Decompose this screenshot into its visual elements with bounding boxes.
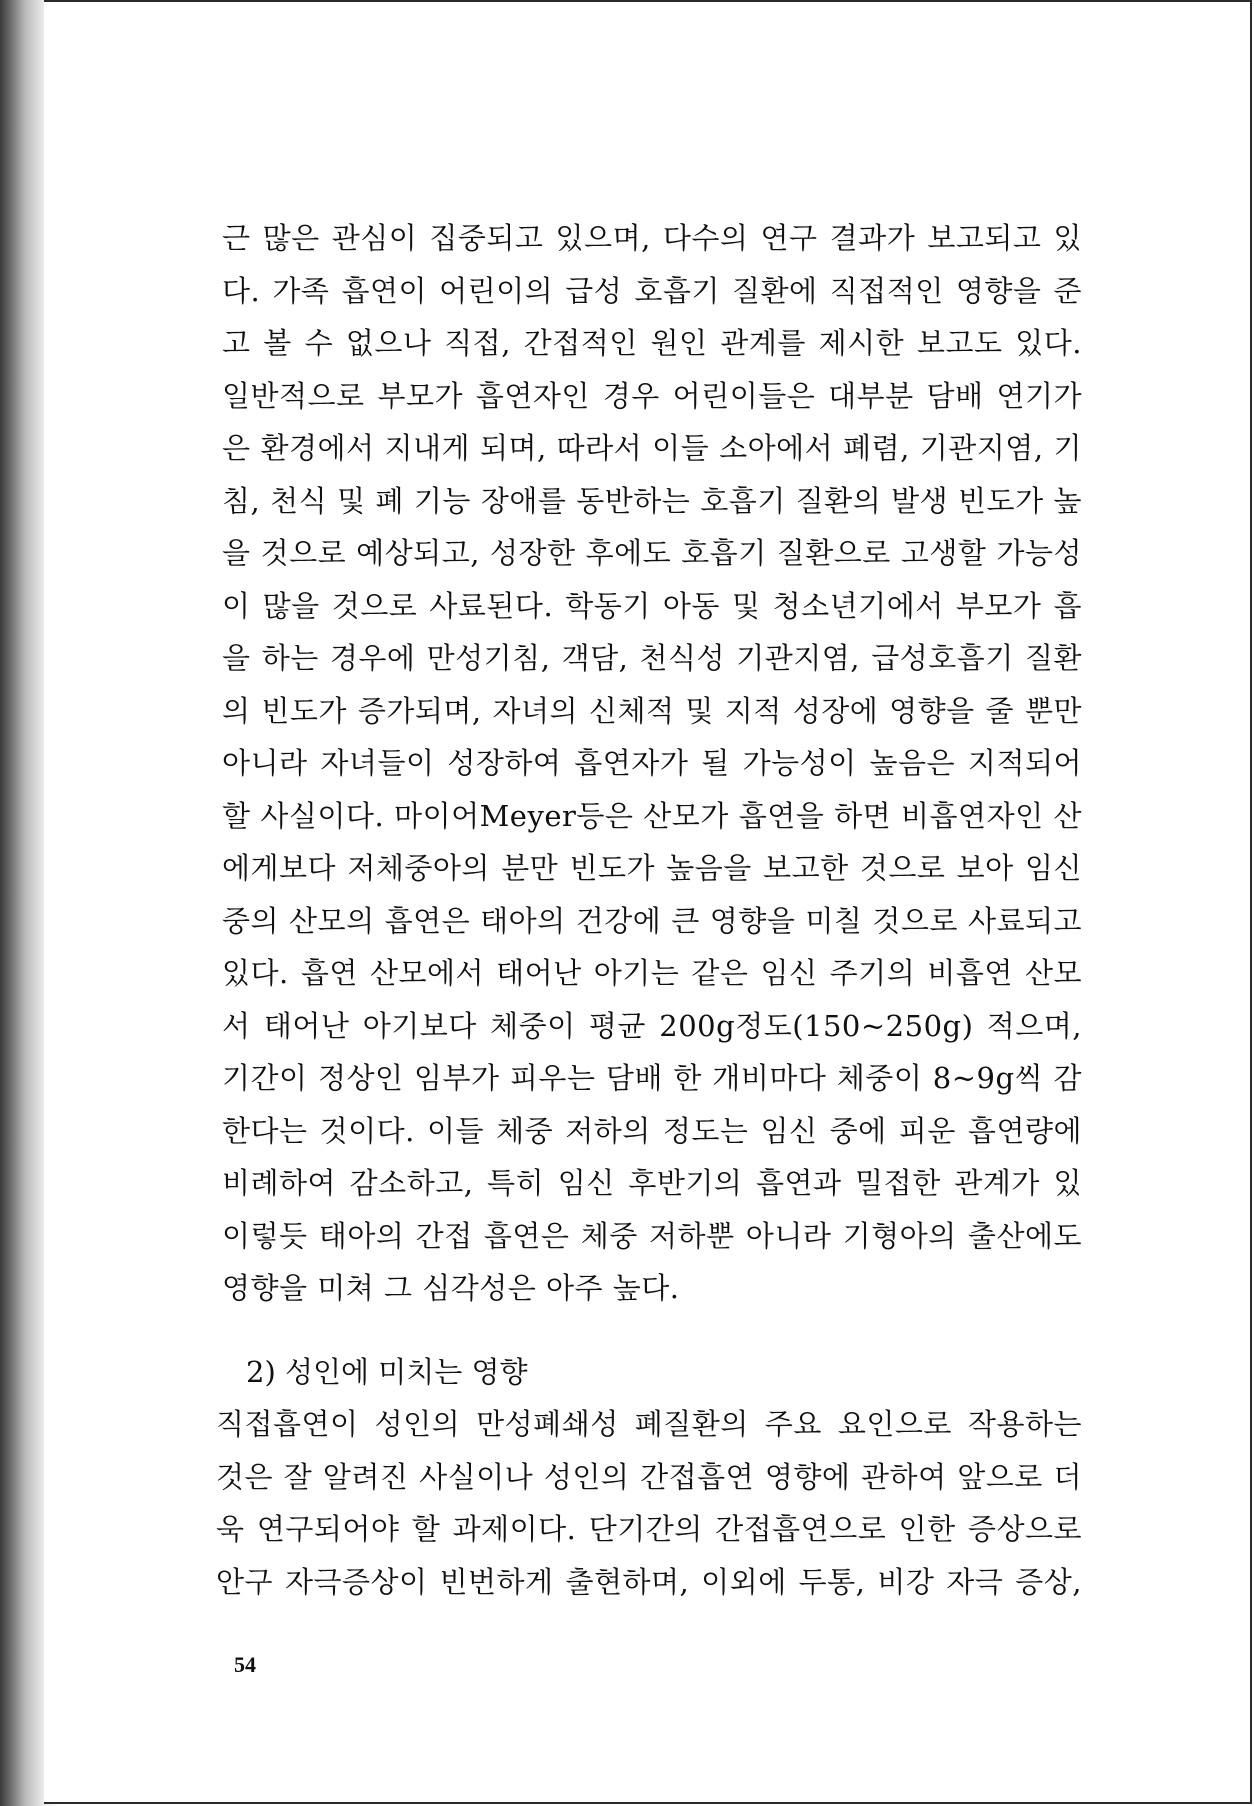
text-line: 고 볼 수 없으나 직접, 간접적인 원인 관계를 제시한 보고도 있다. [222, 326, 1082, 360]
text-line: 직접흡연이 성인의 만성폐쇄성 폐질환의 주요 요인으로 작용하는 [216, 1407, 1082, 1441]
text-line-last: 영향을 미쳐 그 심각성은 아주 높다. [222, 1271, 680, 1305]
text-line: 있다. 흡연 산모에서 태어난 아기는 같은 임신 주기의 비흡연 산모 [222, 956, 1082, 990]
text-line: 을 하는 경우에 만성기침, 객담, 천식성 기관지염, 급성호흡기 질환 [222, 641, 1082, 675]
text-line: 욱 연구되어야 할 과제이다. 단기간의 간접흡연으로 인한 증상으로 [216, 1512, 1082, 1546]
text-line: 이렇듯 태아의 간접 흡연은 체중 저하뿐 아니라 기형아의 출산에도 [222, 1218, 1082, 1253]
text-line: 중의 산모의 흡연은 태아의 건강에 큰 영향을 미칠 것으로 사료되고 [222, 903, 1082, 938]
text-line: 이 많을 것으로 사료된다. 학동기 아동 및 청소년기에서 부모가 흡 [222, 588, 1082, 623]
text-line: 비례하여 감소하고, 특히 임신 후반기의 흡연과 밀접한 관계가 있 [222, 1166, 1082, 1200]
text-line: 아니라 자녀들이 성장하여 흡연자가 될 가능성이 높음은 지적되어 [222, 746, 1082, 780]
paragraph-1 [222, 212, 1082, 1315]
page-number: 54 [234, 1652, 256, 1677]
text-line: 안구 자극증상이 빈번하게 출현하며, 이외에 두통, 비강 자극 증상, [216, 1564, 1082, 1599]
text-line: 근 많은 관심이 집중되고 있으며, 다수의 연구 결과가 보고되고 있 [222, 221, 1082, 255]
text-line: 의 빈도가 증가되며, 자녀의 신체적 및 지적 성장에 영향을 줄 뿐만 [222, 693, 1082, 728]
text-line: 을 것으로 예상되고, 성장한 후에도 호흡기 질환으로 고생할 가능성 [222, 536, 1082, 570]
text-line: 서 태어난 아기보다 체중이 평균 200g정도(150~250g) 적으며, [222, 1008, 1082, 1043]
text-line: 일반적으로 부모가 흡연자인 경우 어린이들은 대부분 담배 연기가 [222, 378, 1082, 413]
text-line: 한다는 것이다. 이들 체중 저하의 정도는 임신 중에 피운 흡연량에 [222, 1113, 1082, 1148]
text-line: 침, 천식 및 폐 기능 장애를 동반하는 호흡기 질환의 발생 빈도가 높 [222, 483, 1082, 518]
section-heading: 2) 성인에 미치는 영향 [246, 1355, 528, 1389]
paragraph-2 [216, 1398, 1082, 1608]
text-line: 은 환경에서 지내게 되며, 따라서 이들 소아에서 폐렴, 기관지염, 기 [222, 431, 1082, 465]
text-line: 다. 가족 흡연이 어린이의 급성 호흡기 질환에 직접적인 영향을 준 [222, 273, 1082, 308]
text-line: 기간이 정상인 임부가 피우는 담배 한 개비마다 체중이 8~9g씩 감 [222, 1061, 1082, 1095]
text-line: 에게보다 저체중아의 분만 빈도가 높음을 보고한 것으로 보아 임신 [222, 851, 1082, 885]
text-line: 할 사실이다. 마이어Meyer등은 산모가 흡연을 하면 비흡연자인 산 [222, 798, 1082, 833]
text-line: 것은 잘 알려진 사실이나 성인의 간접흡연 영향에 관하여 앞으로 더 [216, 1459, 1082, 1494]
